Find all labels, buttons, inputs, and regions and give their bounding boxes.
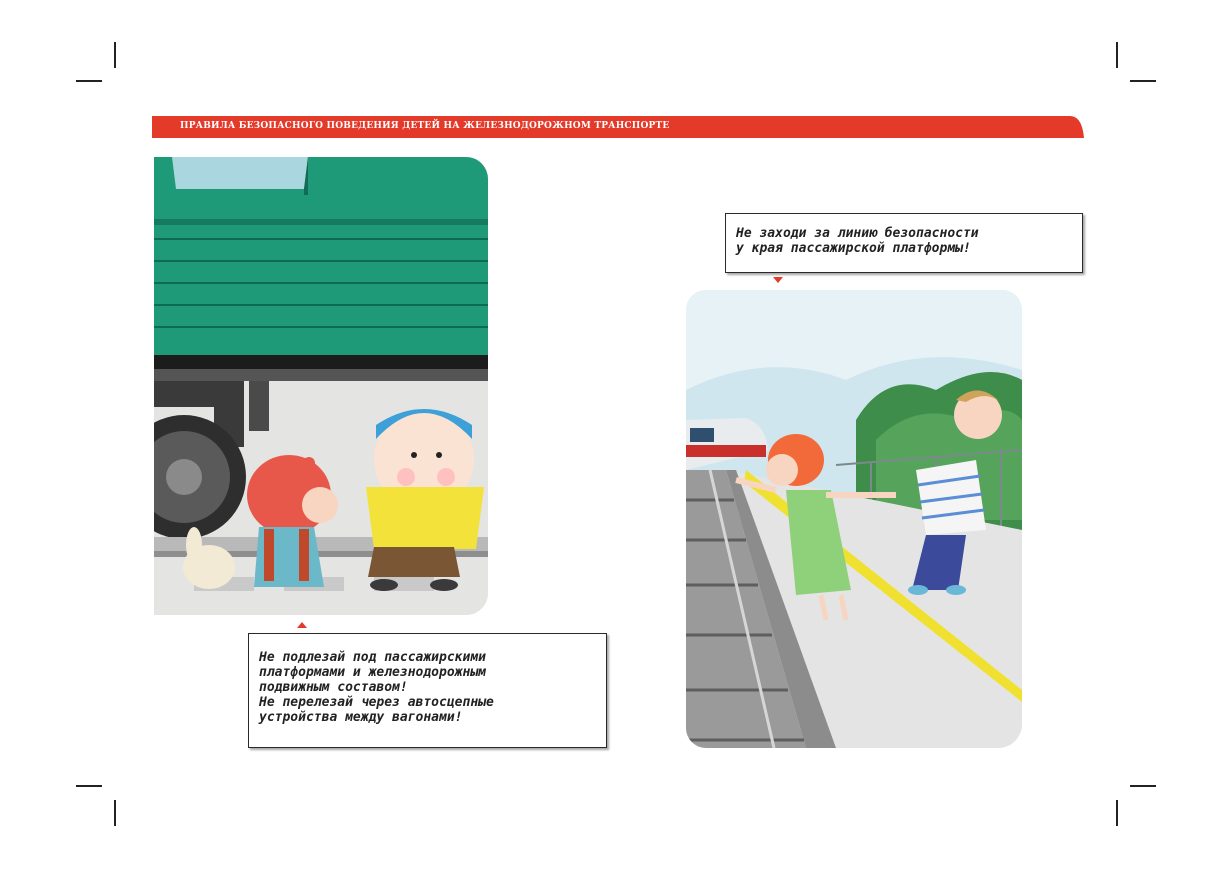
header-title: ПРАВИЛА БЕЗОПАСНОГО ПОВЕДЕНИЯ ДЕТЕЙ НА ЖЕЛЕЗНОДОРОЖНОМ ТРАНСПОРТЕ xyxy=(180,121,670,131)
crop-mark-bottom-right-v xyxy=(1116,800,1118,826)
caption-left xyxy=(248,633,607,748)
crop-mark-top-left-h xyxy=(76,80,102,82)
caption-left-line-4: Не перелезай через автосцепные xyxy=(259,695,494,710)
header-banner xyxy=(152,114,1084,138)
crop-mark-bottom-left-h xyxy=(76,785,102,787)
left-illustration xyxy=(154,157,488,615)
right-illustration xyxy=(686,290,1022,748)
crop-mark-top-right-h xyxy=(1130,80,1156,82)
caption-right xyxy=(725,213,1083,273)
crop-mark-bottom-right-h xyxy=(1130,785,1156,787)
caption-right-line-2: у края пассажирской платформы! xyxy=(736,241,971,256)
caption-right-line-1: Не заходи за линию безопасности xyxy=(736,226,979,241)
crop-mark-top-right-v xyxy=(1116,42,1118,68)
pointer-triangle-right xyxy=(773,277,783,283)
crop-mark-top-left-v xyxy=(114,42,116,68)
caption-left-line-3: подвижным составом! xyxy=(259,680,408,695)
caption-left-line-2: платформами и железнодорожным xyxy=(259,665,486,680)
caption-left-line-1: Не подлезай под пассажирскими xyxy=(259,650,486,665)
crop-mark-bottom-left-v xyxy=(114,800,116,826)
pointer-triangle-left xyxy=(297,622,307,628)
caption-left-line-5: устройства между вагонами! xyxy=(259,710,463,725)
